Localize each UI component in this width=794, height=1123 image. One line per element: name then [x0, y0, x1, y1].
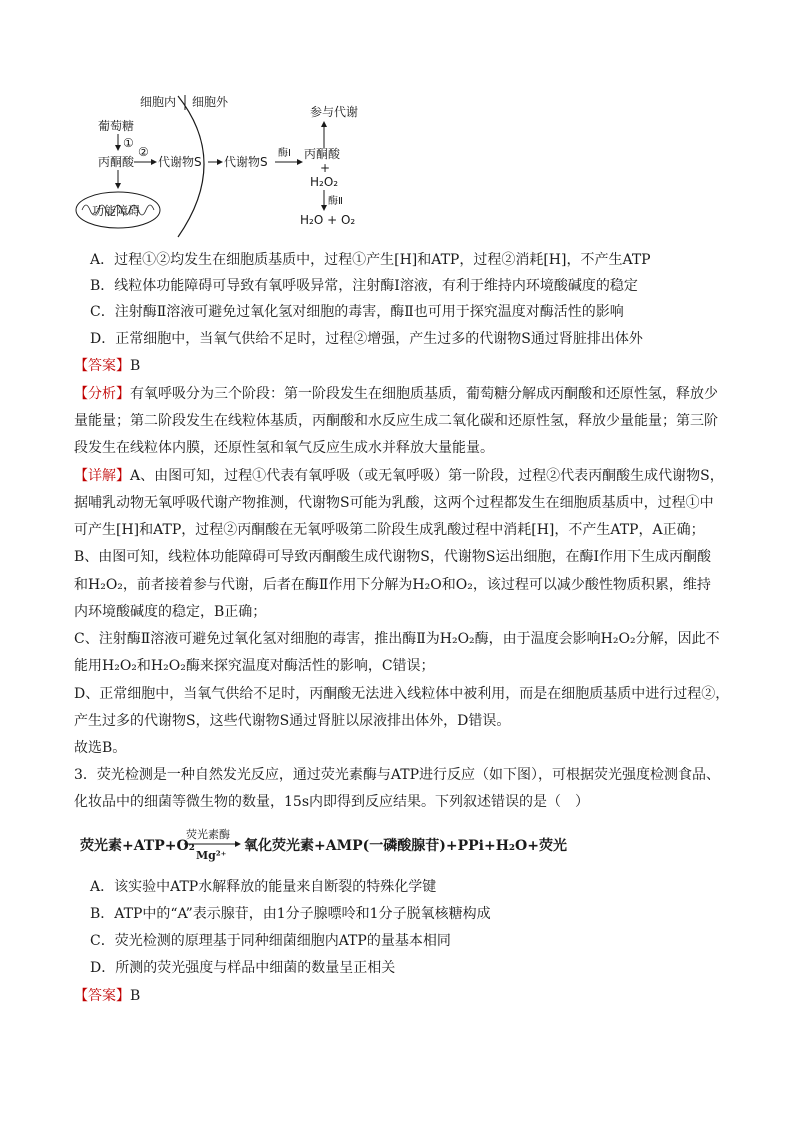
- q2-detail-line-1: 【详解】A、由图可知，过程①代表有氧呼吸（或无氧呼吸）第一阶段，过程②代表丙酮酸生成代谢物S，: [74, 468, 724, 484]
- q3-option-a: A．该实验中ATP水解释放的能量来自断裂的特殊化学键: [90, 879, 437, 895]
- equation-right: 氧化荧光素+AMP(一磷酸腺苷)+PPi+H₂O+荧光: [244, 838, 567, 854]
- label-metab-out: 代谢物S: [224, 155, 268, 169]
- q2-option-a: A．过程①②均发生在细胞质基质中，过程①产生[H]和ATP，过程②消耗[H]，不产生ATP: [90, 252, 651, 268]
- answer-value: B: [130, 988, 141, 1004]
- luciferase-equation: [80, 826, 600, 866]
- label-enzyme1: 酶Ⅰ: [278, 148, 291, 159]
- q3-answer: [74, 986, 140, 1006]
- q2-analysis-line-3: 段发生在线粒体内膜，还原性氢和氧气反应生成水并释放大量能量。: [74, 440, 494, 456]
- label-h2o2: H₂O₂: [310, 175, 339, 189]
- label-inside: 细胞内: [140, 95, 177, 109]
- analysis-tag: 【分析】: [74, 386, 130, 402]
- q3-option-d: D．所测的荧光强度与样品中细菌的数量呈正相关: [90, 960, 396, 976]
- equation-cofactor: Mg²⁺: [196, 849, 227, 862]
- answer-value: B: [130, 358, 141, 374]
- q2-detail-line-2: 据哺乳动物无氧呼吸代谢产物推测，代谢物S可能为乳酸，这两个过程都发生在细胞质基质中，过程①中: [74, 495, 714, 511]
- label-step2: ②: [138, 145, 149, 159]
- label-pyruvate2: 丙酮酸: [304, 147, 341, 161]
- equation-left: 荧光素+ATP+O₂: [80, 838, 195, 854]
- label-step1: ①: [123, 136, 134, 150]
- detail-tag: 【详解】: [74, 468, 130, 484]
- label-enzyme2: 酶Ⅱ: [328, 196, 343, 207]
- q2-analysis-line-1: 【分析】有氧呼吸分为三个阶段：第一阶段发生在细胞质基质，葡萄糖分解成丙酮酸和还原性氢，释放少: [74, 386, 718, 402]
- label-participate: 参与代谢: [310, 105, 359, 119]
- q2-detail-line-11: 故选B。: [74, 740, 127, 756]
- q2-detail-line-6: 内环境酸碱度的稳定，B正确；: [74, 604, 267, 620]
- q2-detail-line-3: 可产生[H]和ATP，过程②丙酮酸在无氧呼吸第二阶段生成乳酸过程中消耗[H]，不产生ATP，A正确；: [74, 522, 705, 538]
- label-outside: 细胞外: [192, 95, 229, 109]
- answer-tag: 【答案】: [74, 988, 130, 1004]
- label-mito: 功能障碍: [92, 204, 141, 218]
- q2-answer: [74, 356, 140, 376]
- label-glucose: 葡萄糖: [98, 119, 135, 133]
- q2-detail-line-7: C、注射酶Ⅱ溶液可避免过氧化氢对细胞的毒害，推出酶Ⅱ为H₂O₂酶，由于温度会影响H₂O₂分解，因此不: [74, 631, 720, 647]
- label-plus: +: [320, 161, 331, 175]
- q2-detail-line-5: 和H₂O₂，前者接着参与代谢，后者在酶Ⅱ作用下分解为H₂O和O₂，该过程可以减少酸性物质积累，维持: [74, 577, 711, 593]
- q3-stem-line-1: 3．荧光检测是一种自然发光反应，通过荧光素酶与ATP进行反应（如下图），可根据荧光强度检测食品、: [74, 767, 721, 783]
- q3-stem-line-2: 化妆品中的细菌等微生物的数量，15s内即得到反应结果。下列叙述错误的是（ ）: [74, 794, 589, 810]
- q2-option-d: D．正常细胞中，当氧气供给不足时，过程②增强，产生过多的代谢物S通过肾脏排出体外: [90, 331, 643, 347]
- q2-detail-line-4: B、由图可知，线粒体功能障碍可导致丙酮酸生成代谢物S，代谢物S运出细胞，在酶Ⅰ作用下生成丙酮酸: [74, 549, 711, 565]
- equation-enzyme: 荧光素酶: [186, 828, 230, 841]
- q2-option-c: C．注射酶Ⅱ溶液可避免过氧化氢对细胞的毒害，酶Ⅱ也可用于探究温度对酶活性的影响: [90, 304, 624, 320]
- q2-option-b: B．线粒体功能障碍可导致有氧呼吸异常，注射酶Ⅰ溶液，有利于维持内环境酸碱度的稳定: [90, 278, 638, 294]
- q2-detail-line-8: 能用H₂O₂和H₂O₂酶来探究温度对酶活性的影响，C错误；: [74, 658, 435, 674]
- label-products: H₂O + O₂: [300, 213, 356, 227]
- answer-tag: 【答案】: [74, 358, 130, 374]
- q3-option-b: B．ATP中的“A”表示腺苷，由1分子腺嘌呤和1分子脱氧核糖构成: [90, 906, 491, 922]
- q2-detail-line-9: D、正常细胞中，当氧气供给不足时，丙酮酸无法进入线粒体中被利用，而是在细胞质基质中进行过程②，: [74, 686, 730, 702]
- q2-analysis-line-2: 量能量；第二阶段发生在线粒体基质，丙酮酸和水反应生成二氧化碳和还原性氢，释放少量能量；第三阶: [74, 413, 718, 429]
- label-pyruvate: 丙酮酸: [98, 155, 135, 169]
- label-metab-in: 代谢物S: [158, 155, 202, 169]
- q3-option-c: C．荧光检测的原理基于同种细菌细胞内ATP的量基本相同: [90, 933, 451, 949]
- q2-detail-line-10: 产生过多的代谢物S，这些代谢物S通过肾脏以尿液排出体外，D错误。: [74, 713, 511, 729]
- respiration-diagram: [70, 92, 370, 242]
